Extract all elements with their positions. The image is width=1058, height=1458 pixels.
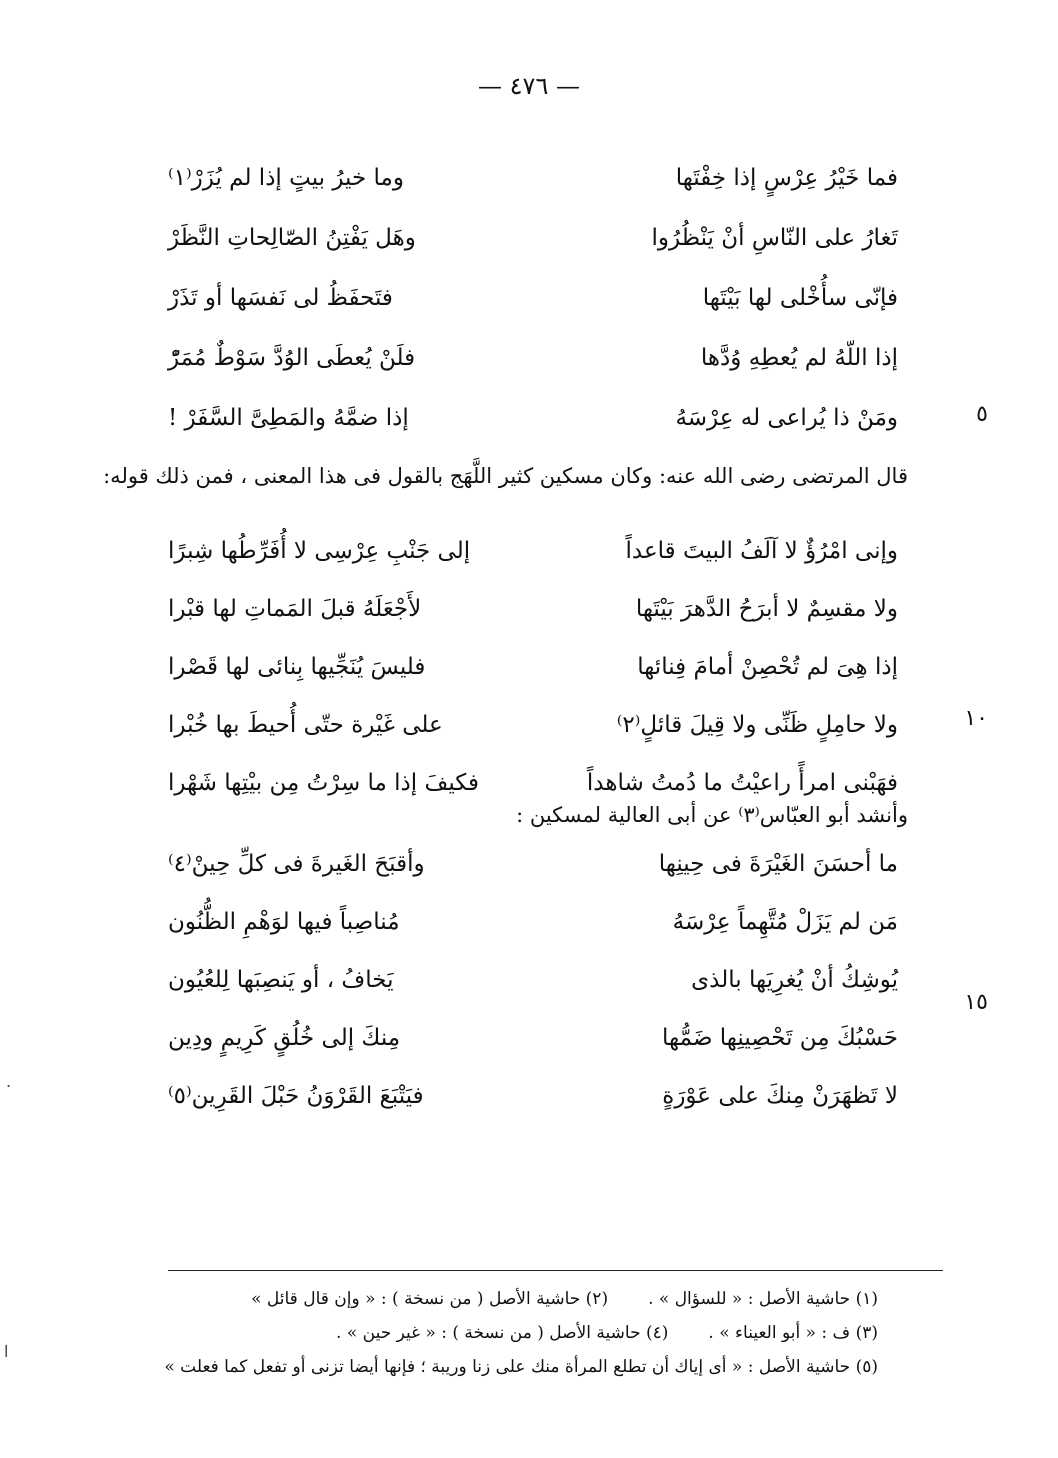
footnote-1: (١) حاشية الأصل : « للسؤال » . bbox=[648, 1289, 878, 1309]
hemistich-first: إذا هِىَ لم تُحْصِنْ أمامَ فِنائها bbox=[637, 654, 898, 680]
verse bbox=[168, 893, 898, 951]
hemistich-second: فلَنْ يُعطَى الوُدَّ سَوْطٌ مُمَرّْ bbox=[168, 345, 416, 371]
hemistich-first: مَن لم يَزَلْ مُتَّهِماً عِرْسَهُ bbox=[672, 909, 898, 935]
footnote-row bbox=[138, 1350, 878, 1384]
verse bbox=[168, 328, 898, 388]
hemistich-first: لا تَظهَرَنْ مِنكَ على عَوْرَةٍ bbox=[662, 1083, 898, 1109]
hemistich-second: فكيفَ إذا ما سِرْتُ مِن بيْتِها شَهْرا bbox=[168, 770, 479, 796]
hemistich-second: فيَتْبَعَ القَرْوَنُ حَبْلَ القَرِين⁽٥⁾ bbox=[168, 1083, 424, 1109]
verse bbox=[168, 835, 898, 893]
hemistich-first: حَسْبُكَ مِن تَحْصِينِها ضَمُّها bbox=[662, 1025, 898, 1051]
hemistich-first: فإنّى سأُخْلى لها بَيْتَها bbox=[702, 285, 898, 311]
page-number: — ٤٧٦ — bbox=[478, 72, 580, 100]
hemistich-second: وأقبَحَ الغَيرةَ فى كلِّ حِينْ⁽٤⁾ bbox=[168, 851, 425, 877]
verse bbox=[168, 268, 898, 328]
footnote-divider bbox=[168, 1270, 943, 1271]
prose-paragraph-1: قال المرتضى رضى الله عنه: وكان مسكين كثير اللَّهَج بالقول فى هذا المعنى ، فمن ذلك قوله: bbox=[103, 464, 908, 488]
verse bbox=[168, 580, 898, 638]
hemistich-first: وإنى امْرُؤٌ لا آلَفُ البيتَ قاعداً bbox=[625, 538, 898, 564]
footnotes bbox=[138, 1282, 878, 1384]
line-number-10: ١٠ bbox=[964, 706, 988, 731]
verse bbox=[168, 522, 898, 580]
poem-3 bbox=[168, 835, 898, 1125]
hemistich-second: مِنكَ إلى خُلُقٍ كَرِيمٍ ودِين bbox=[168, 1025, 401, 1051]
hemistich-first: إذا اللّهُ لم يُعطِهِ وُدَّها bbox=[700, 345, 898, 371]
footnote-row bbox=[138, 1282, 878, 1316]
footnote-2: (٢) حاشية الأصل ( من نسخة ) : « وإن قال قائل » bbox=[251, 1289, 609, 1309]
hemistich-first: تَغارُ على النّاسِ أنْ يَنْظُرُوا bbox=[651, 225, 898, 251]
hemistich-first: ولا مقسِمٌ لا أبرَحُ الدَّهرَ بَيْتَها bbox=[635, 596, 898, 622]
verse bbox=[168, 1009, 898, 1067]
margin-mark: . bbox=[6, 1072, 12, 1091]
verse bbox=[168, 148, 898, 208]
hemistich-second: لأَجْعَلَهُ قبلَ المَماتِ لها قبْرا bbox=[168, 596, 422, 622]
verse bbox=[168, 638, 898, 696]
margin-mark: ا bbox=[4, 1342, 9, 1361]
footnote-5: (٥) حاشية الأصل : « أى إياك أن تطلع المرأة منك على زنا وريبة ؛ فإنها أيضا تزنى أو تفعل كما فعلت » bbox=[164, 1357, 878, 1377]
hemistich-first: يُوشِكُ أنْ يُغرِيَها بالذى bbox=[691, 967, 898, 993]
hemistich-second: فليسَ يُنَجِّيها بِنائى لها قَصْرا bbox=[168, 654, 426, 680]
verse bbox=[168, 696, 898, 754]
prose-paragraph-2: وأنشد أبو العبّاس⁽٣⁾ عن أبى العالية لمسكين : bbox=[516, 803, 908, 827]
line-number-5: ٥ bbox=[976, 402, 988, 427]
hemistich-first: ومَنْ ذا يُراعى له عِرْسَهُ bbox=[675, 405, 898, 431]
verse bbox=[168, 1067, 898, 1125]
footnote-4: (٤) حاشية الأصل ( من نسخة ) : « غير حين » . bbox=[336, 1323, 669, 1343]
verse bbox=[168, 208, 898, 268]
poem-1 bbox=[168, 148, 898, 448]
hemistich-second: وما خيرُ بيتٍ إذا لم يُزَرْ⁽١⁾ bbox=[168, 165, 404, 191]
line-number-15: ١٥ bbox=[964, 990, 988, 1015]
poem-2 bbox=[168, 522, 898, 812]
footnote-3: (٣) ف : « أبو العيناء » . bbox=[708, 1323, 878, 1343]
hemistich-second: مُناصِباً فيها لوَهْمِ الظُّنُون bbox=[168, 909, 400, 935]
footnote-row bbox=[138, 1316, 878, 1350]
hemistich-second: فتَحفَظُ لى نَفسَها أو تَذَرْ bbox=[168, 285, 393, 311]
hemistich-first: ولا حامِلٍ ظَنِّى ولا قِيلَ قائلٍ⁽٢⁾ bbox=[616, 712, 898, 738]
hemistich-first: فما خَيْرُ عِرْسٍ إذا خِفْتَها bbox=[675, 165, 898, 191]
hemistich-second: وهَل يَفْتِنُ الصّالِحاتِ النَّظَرْ bbox=[168, 225, 416, 251]
hemistich-first: فهَبْنى امرأً راعيْتُ ما دُمتُ شاهداً bbox=[586, 770, 898, 796]
hemistich-second: يَخافُ ، أو يَنصِبَها لِلعُيُون bbox=[168, 967, 394, 993]
hemistich-first: ما أحسَنَ الغَيْرَةَ فى حِينِها bbox=[658, 851, 898, 877]
hemistich-second: إلى جَنْبِ عِرْسِى لا أُفَرِّطُها شِبرًا bbox=[168, 538, 471, 564]
verse bbox=[168, 951, 898, 1009]
hemistich-second: على غَيْرة حتّى أُحيطَ بها خُبْرا bbox=[168, 712, 443, 738]
verse bbox=[168, 388, 898, 448]
hemistich-second: إذا ضمَّهُ والمَطِىَّ السَّفَرْ ! bbox=[168, 405, 409, 431]
